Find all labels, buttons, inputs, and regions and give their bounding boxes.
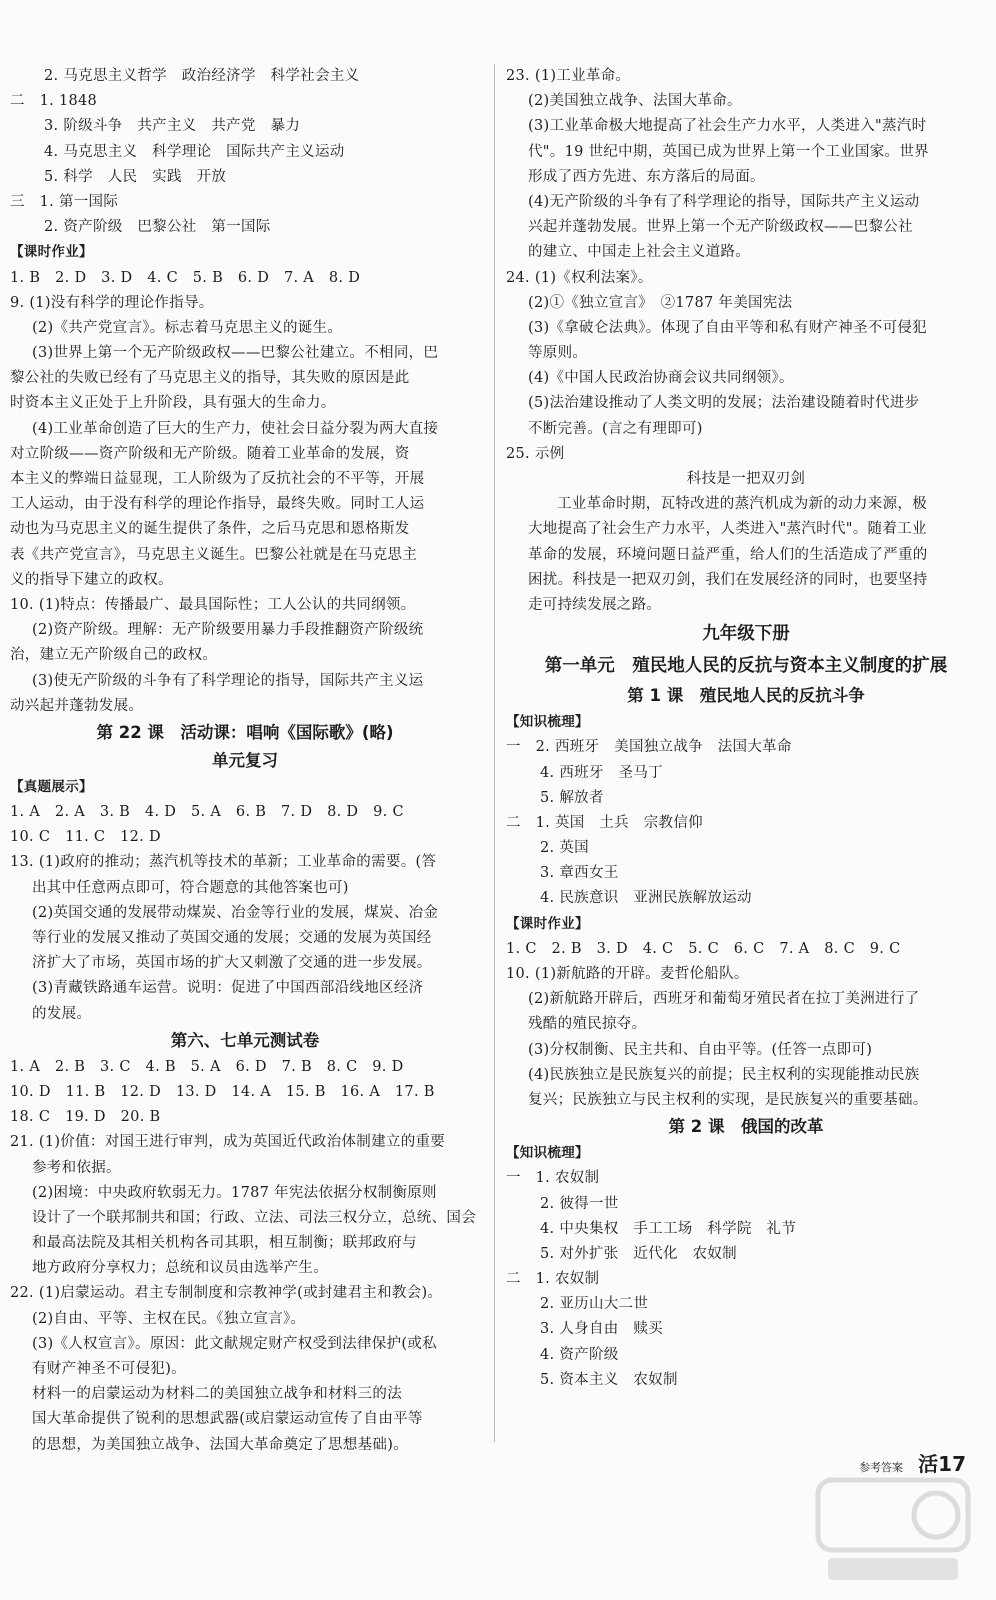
text-line: 的建立、中国走上社会主义道路。: [528, 244, 750, 261]
section-tag: 【真题展示】: [10, 778, 93, 795]
text-line: 24. (1)《权利法案》。: [506, 269, 653, 286]
text-line: 走可持续发展之路。: [528, 596, 662, 613]
text-line: (2)①《独立宣言》 ②1787 年美国宪法: [528, 294, 793, 311]
text-line: 1. A 2. A 3. B 4. D 5. A 6. B 7. D 8. D 9. C: [10, 804, 404, 821]
text-line: 3. 章西女王: [540, 865, 619, 882]
text-line: 二 1. 农奴制: [506, 1271, 600, 1288]
page-number: 活17: [918, 1452, 966, 1476]
text-line: 和最高法院及其相关机构各司其职，相互制衡；联邦政府与: [32, 1235, 417, 1252]
text-line: 设计了一个联邦制共和国；行政、立法、司法三权分立，总统、国会: [32, 1209, 476, 1226]
text-line: (3)青藏铁路通车运营。说明：促进了中国西部沿线地区经济: [32, 980, 424, 997]
text-line: 残酷的殖民掠夺。: [528, 1016, 647, 1033]
text-line: 工业革命时期，瓦特改进的蒸汽机成为新的动力来源，极: [557, 496, 927, 513]
column-divider: [494, 64, 495, 1442]
text-line: 地方政府分享权力；总统和议员由选举产生。: [32, 1260, 328, 1277]
text-line: 材料一的启蒙运动为材料二的美国独立战争和材料三的法: [32, 1386, 402, 1403]
section-heading: 第 22 课 活动课：唱响《国际歌》(略): [96, 722, 394, 742]
text-line: 动兴起并蓬勃发展。: [10, 697, 144, 714]
section-heading: 单元复习: [212, 750, 278, 770]
text-line: 黎公社的失败已经有了马克思主义的指导，其失败的原因是此: [10, 370, 410, 387]
text-line: 的发展。: [32, 1005, 92, 1022]
text-line: (2)英国交通的发展带动煤炭、冶金等行业的发展，煤炭、冶金: [32, 904, 439, 921]
text-line: 2. 彼得一世: [540, 1195, 619, 1212]
text-line: 大地提高了社会生产力水平，人类进入"蒸汽时代"。随着工业: [528, 521, 927, 538]
text-line: 困扰。科技是一把双刃剑，我们在发展经济的同时，也要坚持: [528, 571, 928, 588]
text-line: (2)资产阶级。理解：无产阶级要用暴力手段推翻资产阶级统: [32, 622, 424, 639]
section-heading: 第 1 课 殖民地人民的反抗斗争: [627, 686, 865, 706]
text-line: (2)困境：中央政府软弱无力。1787 年宪法依据分权制衡原则: [32, 1184, 437, 1201]
text-line: 1. A 2. B 3. C 4. B 5. A 6. D 7. B 8. C 9. D: [10, 1058, 404, 1075]
text-line: 22. (1)启蒙运动。君主专制制度和宗教神学(或封建君主和教会)。: [10, 1285, 443, 1302]
text-line: (2)美国独立战争、法国大革命。: [528, 93, 742, 110]
text-line: (2)《共产党宣言》。标志着马克思主义的诞生。: [32, 319, 343, 336]
text-line: 4. 民族意识 亚洲民族解放运动: [540, 890, 752, 907]
text-line: 25. 示例: [506, 445, 565, 462]
text-line: 4. 资产阶级: [540, 1346, 619, 1363]
text-line: 济扩大了市场，英国市场的扩大又刺激了交通的进一步发展。: [32, 955, 432, 972]
text-line: 代"。19 世纪中期，英国已成为世界上第一个工业国家。世界: [528, 143, 929, 160]
text-line: 3. 人身自由 赎买: [540, 1321, 663, 1338]
text-line: 3. 阶级斗争 共产主义 共产党 暴力: [44, 118, 301, 135]
text-line: 出其中任意两点即可，符合题意的其他答案也可): [32, 879, 349, 896]
text-line: 参考和依据。: [32, 1159, 121, 1176]
text-line: 兴起并蓬勃发展。世界上第一个无产阶级政权——巴黎公社: [528, 219, 913, 236]
text-line: 2. 英国: [540, 840, 589, 857]
text-line: 18. C 19. D 20. B: [10, 1109, 161, 1126]
text-line: 对立阶级——资产阶级和无产阶级。随着工业革命的发展，资: [10, 445, 410, 462]
text-line: 23. (1)工业革命。: [506, 68, 631, 84]
text-line: (2)自由、平等、主权在民。《独立宣言》。: [32, 1310, 306, 1327]
text-line: 等行业的发展又推动了英国交通的发展；交通的发展为英国经: [32, 930, 432, 946]
text-line: (3)分权制衡、民主共和、自由平等。(任答一点即可): [528, 1041, 873, 1058]
watermark-logo-icon: [808, 1470, 978, 1590]
text-line: (4)工业革命创造了巨大的生产力，使社会日益分裂为两大直接: [32, 420, 439, 437]
text-line: 工人运动，由于没有科学的理论作指导，最终失败。同时工人运: [10, 496, 425, 513]
text-line: 10. (1)特点：传播最广、最具国际性；工人公认的共同纲领。: [10, 596, 416, 613]
text-line: (3)《人权宣言》。原因：此文献规定财产权受到法律保护(或私: [32, 1335, 437, 1352]
text-line: 不断完善。(言之有理即可): [528, 420, 703, 437]
text-line: 的思想，为美国独立战争、法国大革命奠定了思想基础)。: [32, 1436, 408, 1453]
text-line: 时资本主义正处于上升阶段，具有强大的生命力。: [10, 395, 336, 412]
text-line: 一 2. 西班牙 美国独立战争 法国大革命: [506, 739, 792, 756]
text-line: 13. (1)政府的推动；蒸汽机等技术的革新；工业革命的需要。(答: [10, 854, 437, 871]
text-line: 21. (1)价值：对国王进行审判，成为英国近代政治体制建立的重要: [10, 1134, 446, 1151]
section-tag: 【课时作业】: [10, 244, 93, 261]
section-heading: 第一单元 殖民地人民的反抗与资本主义制度的扩展: [544, 656, 948, 677]
text-line: 动也为马克思主义的诞生提供了条件，之后马克思和恩格斯发: [10, 521, 410, 538]
text-line: 二 1. 英国 土兵 宗教信仰: [506, 814, 703, 831]
text-line: 科技是一把双刃剑: [686, 471, 806, 487]
left-column: [10, 64, 480, 1458]
section-tag: 【知识梳理】: [506, 1145, 589, 1162]
text-line: (4)无产阶级的斗争有了科学理论的指导，国际共产主义运动: [528, 193, 920, 210]
text-line: 5. 科学 人民 实践 开放: [44, 168, 227, 185]
text-line: 革命的发展，环境问题日益严重，给人们的生活造成了严重的: [528, 546, 928, 563]
text-line: 10. (1)新航路的开辟。麦哲伦船队。: [506, 966, 749, 982]
text-line: 有财产神圣不可侵犯)。: [32, 1361, 186, 1377]
text-line: 1. B 2. D 3. D 4. C 5. B 6. D 7. A 8. D: [10, 269, 361, 286]
text-line: 表《共产党宣言》，马克思主义诞生。巴黎公社就是在马克思主: [10, 546, 418, 563]
text-line: 等原则。: [528, 345, 588, 362]
text-line: 一 1. 农奴制: [506, 1170, 600, 1187]
section-heading: 九年级下册: [702, 624, 790, 645]
section-tag: 【课时作业】: [506, 915, 589, 932]
text-line: 2. 资产阶级 巴黎公社 第一国际: [44, 219, 271, 236]
text-line: (3)《拿破仑法典》。体现了自由平等和私有财产神圣不可侵犯: [528, 319, 927, 336]
text-line: (5)法治建设推动了人类文明的发展；法治建设随着时代进步: [528, 395, 920, 412]
text-line: 9. (1)没有科学的理论作指导。: [10, 294, 214, 311]
text-line: 义的指导下建立的政权。: [10, 571, 173, 588]
text-line: (3)工业革命极大地提高了社会生产力水平，人类进入"蒸汽时: [528, 118, 927, 135]
text-line: (4)民族独立是民族复兴的前提；民主权利的实现能推动民族: [528, 1066, 920, 1083]
text-line: (3)使无产阶级的斗争有了科学理论的指导，国际共产主义运: [32, 672, 424, 689]
text-line: 5. 解放者: [540, 789, 604, 806]
text-line: 复兴；民族独立与民主权利的实现，是民族复兴的重要基础。: [528, 1091, 928, 1108]
section-heading: 第 2 课 俄国的改革: [668, 1117, 824, 1137]
text-line: 4. 马克思主义 科学理论 国际共产主义运动: [44, 143, 345, 160]
text-line: 4. 西班牙 圣马丁: [540, 764, 663, 781]
text-line: 5. 资本主义 农奴制: [540, 1371, 678, 1388]
text-line: 本主义的弊端日益显现，工人阶级为了反抗社会的不平等，开展: [10, 471, 425, 487]
text-line: (3)世界上第一个无产阶级政权——巴黎公社建立。不相同，巴: [32, 345, 439, 362]
section-heading: 第六、七单元测试卷: [170, 1030, 320, 1050]
right-column: [506, 64, 986, 1393]
text-line: (4)《中国人民政治协商会议共同纲领》。: [528, 370, 794, 387]
text-line: 三 1. 第一国际: [10, 193, 119, 210]
text-line: 2. 亚历山大二世: [540, 1296, 649, 1313]
footer-label: 参考答案: [859, 1461, 904, 1474]
text-line: 治，建立无产阶级自己的政权。: [10, 647, 218, 664]
text-line: 4. 中央集权 手工工场 科学院 礼节: [540, 1220, 797, 1237]
text-line: 国大革命提供了锐利的思想武器(或启蒙运动宣传了自由平等: [32, 1411, 423, 1428]
section-tag: 【知识梳理】: [506, 714, 589, 731]
text-line: 二 1. 1848: [10, 93, 98, 110]
text-line: 形成了西方先进、东方落后的局面。: [528, 168, 765, 185]
text-line: 10. D 11. B 12. D 13. D 14. A 15. B 16. A 17. B: [10, 1083, 435, 1100]
text-line: 10. C 11. C 12. D: [10, 829, 161, 846]
text-line: 5. 对外扩张 近代化 农奴制: [540, 1245, 737, 1262]
text-line: 2. 马克思主义哲学 政治经济学 科学社会主义: [44, 68, 360, 84]
text-line: 1. C 2. B 3. D 4. C 5. C 6. C 7. A 8. C 9. C: [506, 940, 901, 957]
text-line: (2)新航路开辟后，西班牙和葡萄牙殖民者在拉丁美洲进行了: [528, 991, 920, 1008]
